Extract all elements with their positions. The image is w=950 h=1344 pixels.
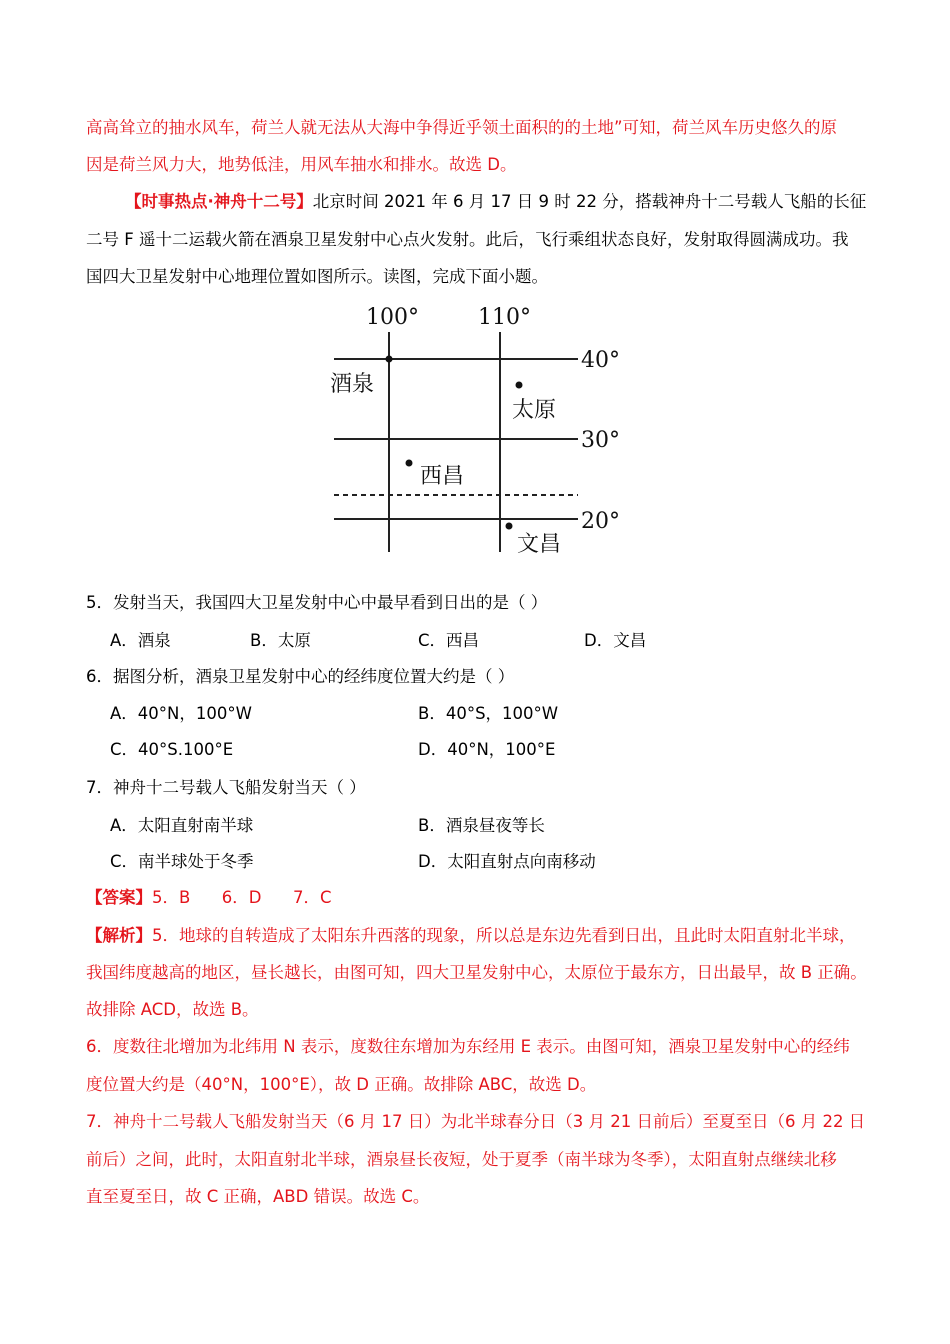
- analysis-line-7: 前后）之间，此时，太阳直射北半球，酒泉昼长夜短，处于夏季（南半球为冬季），太阳直射点继续北移: [86, 1150, 837, 1169]
- q6-option-c[interactable]: C．40°S.100°E: [110, 740, 234, 759]
- answer-text: 5．B 6．D 7．C: [152, 888, 332, 907]
- jiuquan-dot: [386, 356, 393, 363]
- analysis-line-8: 直至夏至日，故 C 正确，ABD 错误。故选 C。: [86, 1187, 430, 1206]
- analysis-line-4: 6．度数往北增加为北纬用 N 表示，度数往东增加为东经用 E 表示。由图可知，酒泉卫星发射中心的经纬: [86, 1037, 850, 1056]
- lon-label-100: 100°: [366, 305, 419, 330]
- place-xichang: 西昌: [420, 464, 465, 489]
- q6-option-a[interactable]: A．40°N，100°W: [110, 704, 252, 723]
- question-5-stem: 5．发射当天，我国四大卫星发射中心中最早看到日出的是（ ）: [86, 593, 548, 612]
- wenchang-dot: [506, 523, 513, 530]
- q7-option-c[interactable]: C．南半球处于冬季: [110, 852, 254, 871]
- q5-option-c[interactable]: C．西昌: [418, 631, 480, 650]
- satellite-center-map: [320, 300, 630, 560]
- q5-option-d[interactable]: D．文昌: [584, 631, 647, 650]
- analysis-line-6: 7．神舟十二号载人飞船发射当天（6 月 17 日）为北半球春分日（3 月 21 日前后）至夏至日（6 月 22 日: [86, 1112, 866, 1131]
- answer-tag: 【答案】: [86, 888, 152, 907]
- question-7-stem: 7．神舟十二号载人飞船发射当天（ ）: [86, 778, 366, 797]
- place-jiuquan: 酒泉: [330, 372, 375, 397]
- place-wenchang: 文昌: [517, 532, 562, 557]
- lon-label-110: 110°: [478, 305, 531, 330]
- passage-tag: 【时事热点·神舟十二号】: [125, 192, 313, 211]
- question-6-stem: 6．据图分析，酒泉卫星发射中心的经纬度位置大约是（ ）: [86, 667, 515, 686]
- analysis-text-1: 5．地球的自转造成了太阳东升西落的现象，所以总是东边先看到日出，且此时太阳直射北半球，: [152, 926, 856, 945]
- lat-label-20: 20°: [581, 509, 620, 534]
- passage-line-3: 国四大卫星发射中心地理位置如图所示。读图，完成下面小题。: [86, 267, 548, 286]
- q5-option-b[interactable]: B．太原: [250, 631, 311, 650]
- place-taiyuan: 太原: [512, 398, 557, 423]
- lat-label-30: 30°: [581, 428, 620, 453]
- analysis-line-1: [86, 926, 856, 946]
- analysis-tag: 【解析】: [86, 926, 152, 945]
- q7-option-a[interactable]: A．太阳直射南半球: [110, 816, 254, 835]
- analysis-line-2: 我国纬度越高的地区，昼长越长，由图可知，四大卫星发射中心，太原位于最东方，日出最早，故 B 正确。: [86, 963, 867, 982]
- passage-text-1: 北京时间 2021 年 6 月 17 日 9 时 22 分，搭载神舟十二号载人飞船的长征: [312, 192, 867, 211]
- passage-line-2: 二号 F 遥十二运载火箭在酒泉卫星发射中心点火发射。此后，飞行乘组状态良好，发射取得圆满成功。我: [86, 230, 849, 249]
- q7-option-d[interactable]: D．太阳直射点向南移动: [418, 852, 596, 871]
- q5-option-a[interactable]: A．酒泉: [110, 631, 171, 650]
- q7-option-b[interactable]: B．酒泉昼夜等长: [418, 816, 545, 835]
- q6-option-b[interactable]: B．40°S，100°W: [418, 704, 559, 723]
- taiyuan-dot: [516, 382, 523, 389]
- xichang-dot: [406, 460, 413, 467]
- answer-line: [86, 888, 331, 908]
- lat-label-40: 40°: [581, 348, 620, 373]
- analysis-line-5: 度位置大约是（40°N，100°E），故 D 正确。故排除 ABC，故选 D。: [86, 1075, 597, 1094]
- intro-line-2: 因是荷兰风力大，地势低洼，用风车抽水和排水。故选 D。: [86, 155, 517, 174]
- analysis-line-3: 故排除 ACD，故选 B。: [86, 1000, 259, 1019]
- q6-option-d[interactable]: D．40°N，100°E: [418, 740, 556, 759]
- passage-line-1: [125, 192, 866, 212]
- intro-line-1: 高高耸立的抽水风车，荷兰人就无法从大海中争得近乎领土面积的的土地”可知，荷兰风车历史悠久的原: [86, 118, 838, 137]
